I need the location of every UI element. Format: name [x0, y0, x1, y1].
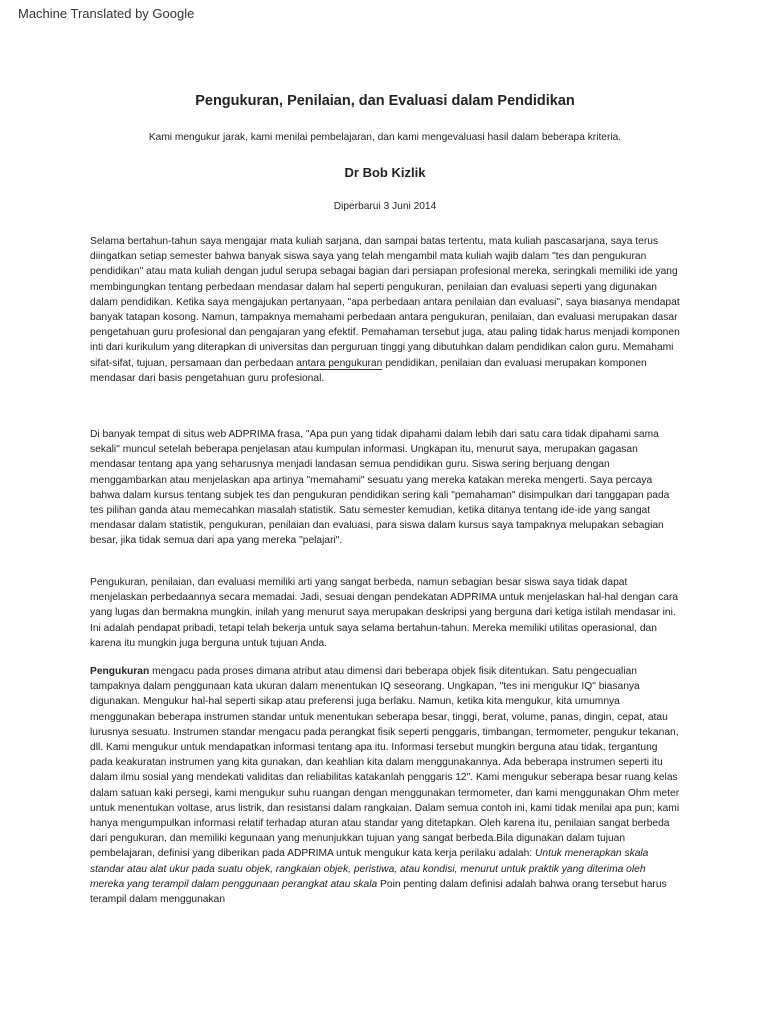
- updated-date: Diperbarui 3 Juni 2014: [333, 201, 437, 212]
- paragraph-4: [90, 664, 680, 907]
- paragraph-4-body: mengacu pada proses dimana atribut atau dimensi dari beberapa objek fisik ditentukan. Satu pengecualian tampaknya dalam penggunaan kata ukuran dalam menentukan IQ seseorang. Ungkapan, "tes ini mengukur IQ" biasanya digunakan. Mengukur hal-hal seperti sikap atau preferensi juga berlaku. Namun, ketika kita mengukur, kita umumnya menggunakan beberapa instrumen standar untuk menentukan seberapa besar, tinggi, berat, volume, panas, dingin, cepat, atau lurusnya sesuatu. Instrumen standar mengacu pada perangkat fisik seperti penggaris, timbangan, termometer, pengukur tekanan, dll. Kami mengukur untuk mendapatkan informasi tentang apa itu. Informasi tersebut mungkin berguna atau tidak, tergantung pada keakuratan instrumen yang kita gunakan, dan keahlian kita dalam menggunakannya. Ada beberapa instrumen seperti itu dalam ilmu sosial yang mendekati validitas dan reliabilitas katakanlah penggaris 12". Kami mengukur seberapa besar ruang kelas dalam satuan kaki persegi, kami mengukur suhu ruangan dengan menggunakan termometer, dan kami menggunakan Ohm meter untuk menentukan voltase, arus listrik, dan resistansi dalam rangkaian. Dalam semua contoh ini, kami tidak menilai apa pun; kami hanya mengumpulkan informasi relatif terhadap aturan atau standar yang ditetapkan. Oleh karena itu, penilaian sangat berbeda dari pengukuran, dan memiliki kegunaan yang menunjukkan tujuan yang sangat berbeda.Bila digunakan dalam tujuan pembelajaran, definisi yang diberikan pada ADPRIMA untuk mengukur kata kerja perilaku adalah:: [90, 666, 680, 860]
- paragraph-1-text-a: Selama bertahun-tahun saya mengajar mata kuliah sarjana, dan sampai batas tertentu, mata kuliah pascasarjana, saya terus diingatkan setiap semester bahwa banyak siswa saya yang telah mengambil mata kuliah wajib dalam "tes dan pengukuran pendidikan" atau mata kuliah dengan judul serupa sebagai bagian dari persiapan profesional mereka, seringkali memiliki ide yang membingungkan tentang perbedaan mendasar dalam hal seperti pengukuran, penilaian dan evaluasi seperti yang digunakan dalam pendidikan. Ketika saya mengajukan pertanyaan, "apa perbedaan antara penilaian dan evaluasi", saya biasanya mendapat banyak tatapan kosong. Namun, tampaknya memahami perbedaan antara pengukuran, penilaian, dan evaluasi merupakan dasar pengetahuan guru profesional dan pengajaran yang efektif. Pemahaman tersebut juga, atau paling tidak harus menjadi komponen inti dari kurikulum yang diterapkan di universitas dan perguruan tinggi yang dibutuhkan dalam pendidikan calon guru. Memahami sifat-sifat, tujuan, persamaan dan perbedaan: [90, 236, 680, 369]
- paragraph-3: Pengukuran, penilaian, dan evaluasi memiliki arti yang sangat berbeda, namun sebagian besar siswa saya tidak dapat menjelaskan perbedaannya secara memadai. Jadi, sesuai dengan pendekatan ADPRIMA untuk menjelaskan hal-hal dengan cara yang lugas dan bermakna mungkin, inilah yang menurut saya merupakan deskripsi yang berguna dari ketiga istilah mendasar ini. Ini adalah pendapat pribadi, tetapi telah bekerja untuk saya selama bertahun-tahun. Mereka memiliki utilitas operasional, dan karena itu mungkin juga berguna untuk tujuan Anda.: [90, 577, 679, 649]
- underlined-link-antara-pengukuran[interactable]: antara pengukuran: [296, 357, 383, 369]
- paragraph-1: [90, 234, 680, 386]
- term-pengukuran: Pengukuran: [90, 666, 150, 677]
- measure-definition: Untuk menerapkan skala standar atau alat ukur pada suatu objek, rangkaian objek, peristiwa, atau kondisi, menurut untuk praktik yang diterima oleh mereka yang terampil dalam penggunaan perangkat atau skala: [90, 848, 649, 890]
- paragraph-1-text-b: pendidikan, penilaian dan evaluasi merupakan komponen mendasar dari basis pengetahuan guru profesional.: [90, 357, 647, 384]
- paragraph-2: Di banyak tempat di situs web ADPRIMA frasa, "Apa pun yang tidak dipahami dalam lebih dari satu cara tidak dipahami sama sekali" muncul setelah beberapa penjelasan atau kumpulan informasi. Ungkapan itu, menurut saya, merupakan gagasan mendasar tentang apa yang seharusnya menjadi landasan semua pendidikan guru. Siswa sering berjuang dengan menggambarkan atau menjelaskan apa artinya "memahami" sesuatu yang mereka katakan mereka mengerti. Saya percaya bahwa dalam kursus tentang subjek tes dan pengukuran pendidikan sering kali "pemahaman" disimpulkan dari tanggapan pada tes pilihan ganda atau memecahkan masalah statistik. Satu semester kemudian, ketika ditanya tentang ide-ide yang sangat mendasar dalam statistik, pengukuran, penilaian dan evaluasi, para siswa dalam kursus saya tampaknya melupakan sebagian besar, jika tidak semua dari apa yang mereka "pelajari".: [90, 429, 670, 547]
- document-title: Pengukuran, Penilaian, dan Evaluasi dalam Pendidikan: [195, 93, 575, 109]
- document-subtitle: Kami mengukur jarak, kami menilai pembelajaran, dan kami mengevaluasi hasil dalam beberapa kriteria.: [148, 132, 622, 143]
- author-name: Dr Bob Kizlik: [344, 165, 426, 180]
- machine-translated-banner: Machine Translated by Google: [18, 6, 195, 21]
- paragraph-4-tail: Poin penting dalam definisi adalah bahwa orang tersebut harus terampil dalam menggunakan: [90, 878, 667, 906]
